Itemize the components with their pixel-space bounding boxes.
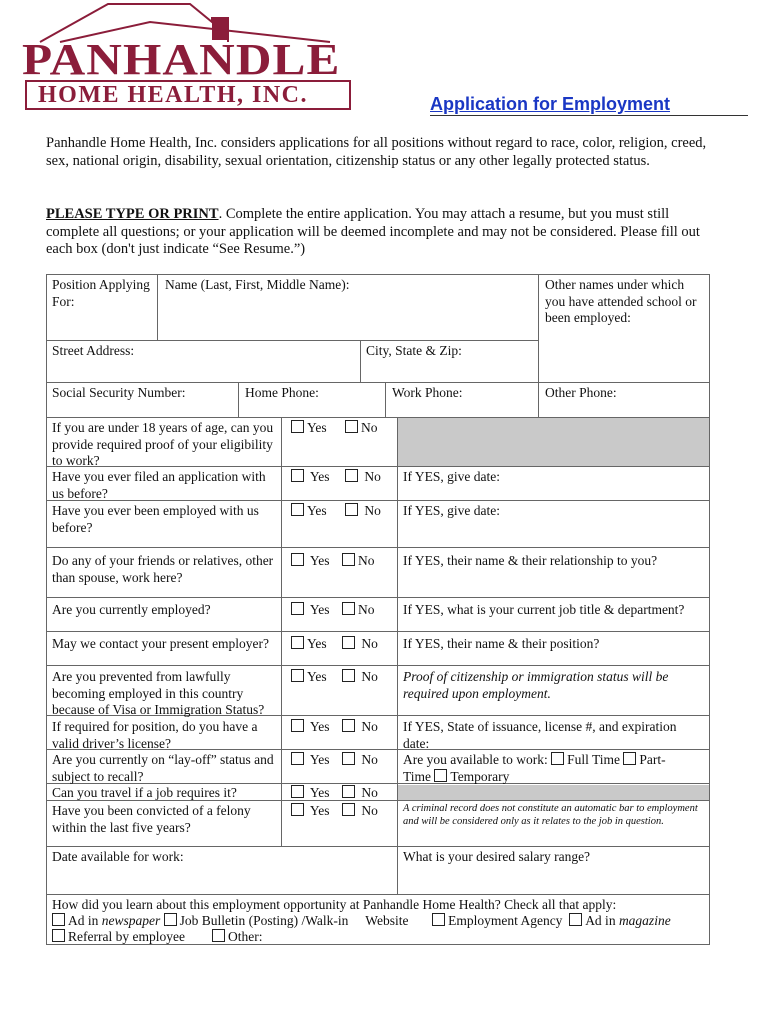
checkbox[interactable] [291,669,304,682]
source-options-row1: Ad in newspaper Job Bulletin (Posting) /Walk-in Website Employment Agency Ad in magazine [52,913,707,930]
instructions-paragraph [46,206,716,259]
part-time-checkbox[interactable] [623,752,636,765]
q8-follow: If YES, State of issuance, license #, and expiration date: [403,719,677,751]
checkbox[interactable] [345,503,358,516]
q3-no[interactable]: No [345,503,381,520]
q5-no[interactable]: No [342,602,375,619]
q10-yes[interactable]: Yes [291,785,330,802]
q-travel: Can you travel if a job requires it? [52,785,237,800]
checkbox[interactable] [342,553,355,566]
q9-availability: Are you available to work: Full Time Part- Time Temporary [403,752,666,784]
q-under-18: If you are under 18 years of age, can you provide required proof of your eligibility to work? [52,420,274,468]
salary-label: What is your desired salary range? [403,849,591,864]
checkbox[interactable] [342,803,355,816]
full-time-checkbox[interactable] [551,752,564,765]
ad-newspaper-checkbox[interactable] [52,913,65,926]
other-names-label: Other names under which you have attended school or been employed: [545,277,697,325]
checkbox[interactable] [291,420,304,433]
q7-note: Proof of citizenship or immigration status will be required upon employment. [403,669,669,701]
q5-follow: If YES, what is your current job title & department? [403,602,685,617]
agency-checkbox[interactable] [432,913,445,926]
home-phone-label: Home Phone: [245,385,319,400]
q2-follow: If YES, give date: [403,469,500,484]
q-layoff: Are you currently on “lay-off” status and subject to recall? [52,752,274,784]
source-options-row2: Referral by employee Other: [52,929,707,946]
position-label: Position Applying For: [52,277,150,309]
instructions-text: . Complete the entire application. You may attach a resume, but you must still complete all questions; or your application will be deemed incomplete and may not be considered. Please fill out each box (don't just indicate “See Resume.”) [46,206,700,257]
checkbox[interactable] [291,752,304,765]
shaded-cell [397,418,709,466]
name-label: Name (Last, First, Middle Name): [165,277,350,292]
checkbox[interactable] [291,602,304,615]
checkbox[interactable] [342,636,355,649]
q7-no[interactable]: No [342,669,378,686]
q11-yes[interactable]: Yes [291,803,330,820]
checkbox[interactable] [291,803,304,816]
logo-subname: HOME HEALTH, INC. [38,82,308,108]
work-phone-label: Work Phone: [392,385,463,400]
q4-no[interactable]: No [342,553,375,570]
instructions-bold: PLEASE TYPE OR PRINT [46,206,219,222]
shaded-cell [397,785,709,801]
other-checkbox[interactable] [212,929,225,942]
checkbox[interactable] [342,752,355,765]
q3-yes[interactable]: Yes [291,503,327,520]
checkbox[interactable] [342,669,355,682]
q2-yes[interactable]: Yes [291,469,330,486]
q7-yes[interactable]: Yes [291,669,327,686]
checkbox[interactable] [291,719,304,732]
checkbox[interactable] [342,719,355,732]
checkbox[interactable] [345,420,358,433]
checkbox[interactable] [291,503,304,516]
job-bulletin-checkbox[interactable] [164,913,177,926]
q-currently-employed: Are you currently employed? [52,602,211,617]
q4-yes[interactable]: Yes [291,553,330,570]
q1-yes[interactable]: Yes [291,420,327,437]
q-contact-employer: May we contact your present employer? [52,636,270,651]
checkbox[interactable] [291,785,304,798]
q9-no[interactable]: No [342,752,378,769]
city-state-zip-label: City, State & Zip: [366,343,462,358]
checkbox[interactable] [345,469,358,482]
title-underline [430,115,748,116]
ssn-label: Social Security Number: [52,385,186,400]
temporary-checkbox[interactable] [434,769,447,782]
q-felony: Have you been convicted of a felony within the last five years? [52,803,251,835]
felony-note: A criminal record does not constitute an automatic bar to employment and will be considered only as it relates to the job in question. [403,803,698,827]
q-relatives: Do any of your friends or relatives, other than spouse, work here? [52,553,274,585]
q3-follow: If YES, give date: [403,503,500,518]
q11-no[interactable]: No [342,803,378,820]
source-question: How did you learn about this employment opportunity at Panhandle Home Health? Check all that apply: [52,897,617,912]
page-title: Application for Employment [430,94,671,114]
referral-checkbox[interactable] [52,929,65,942]
checkbox[interactable] [291,469,304,482]
checkbox[interactable] [291,553,304,566]
q-employed-before: Have you ever been employed with us before? [52,503,259,535]
q2-no[interactable]: No [345,469,381,486]
q6-no[interactable]: No [342,636,378,653]
q1-no[interactable]: No [345,420,378,437]
other-phone-label: Other Phone: [545,385,617,400]
checkbox[interactable] [291,636,304,649]
q4-follow: If YES, their name & their relationship to you? [403,553,658,568]
street-address-label: Street Address: [52,343,135,358]
checkbox[interactable] [342,785,355,798]
q8-yes[interactable]: Yes [291,719,330,736]
q9-yes[interactable]: Yes [291,752,330,769]
q6-yes[interactable]: Yes [291,636,327,653]
checkbox[interactable] [342,602,355,615]
q-immigration: Are you prevented from lawfully becoming employed in this country because of Visa or Immigration Status? [52,669,265,717]
q10-no[interactable]: No [342,785,378,802]
q-drivers-license: If required for position, do you have a valid driver’s license? [52,719,258,751]
logo-name: PANHANDLE [22,35,341,84]
intro-paragraph: Panhandle Home Health, Inc. considers applications for all positions without regard to race, color, religion, creed, sex, national origin, disability, sexual orientation, citizenship status or any other legally protected status. [46,135,707,169]
ad-magazine-checkbox[interactable] [569,913,582,926]
date-available-label: Date available for work: [52,849,184,864]
q5-yes[interactable]: Yes [291,602,330,619]
q6-follow: If YES, their name & their position? [403,636,600,651]
q8-no[interactable]: No [342,719,378,736]
q-filed-before: Have you ever filed an application with us before? [52,469,266,501]
